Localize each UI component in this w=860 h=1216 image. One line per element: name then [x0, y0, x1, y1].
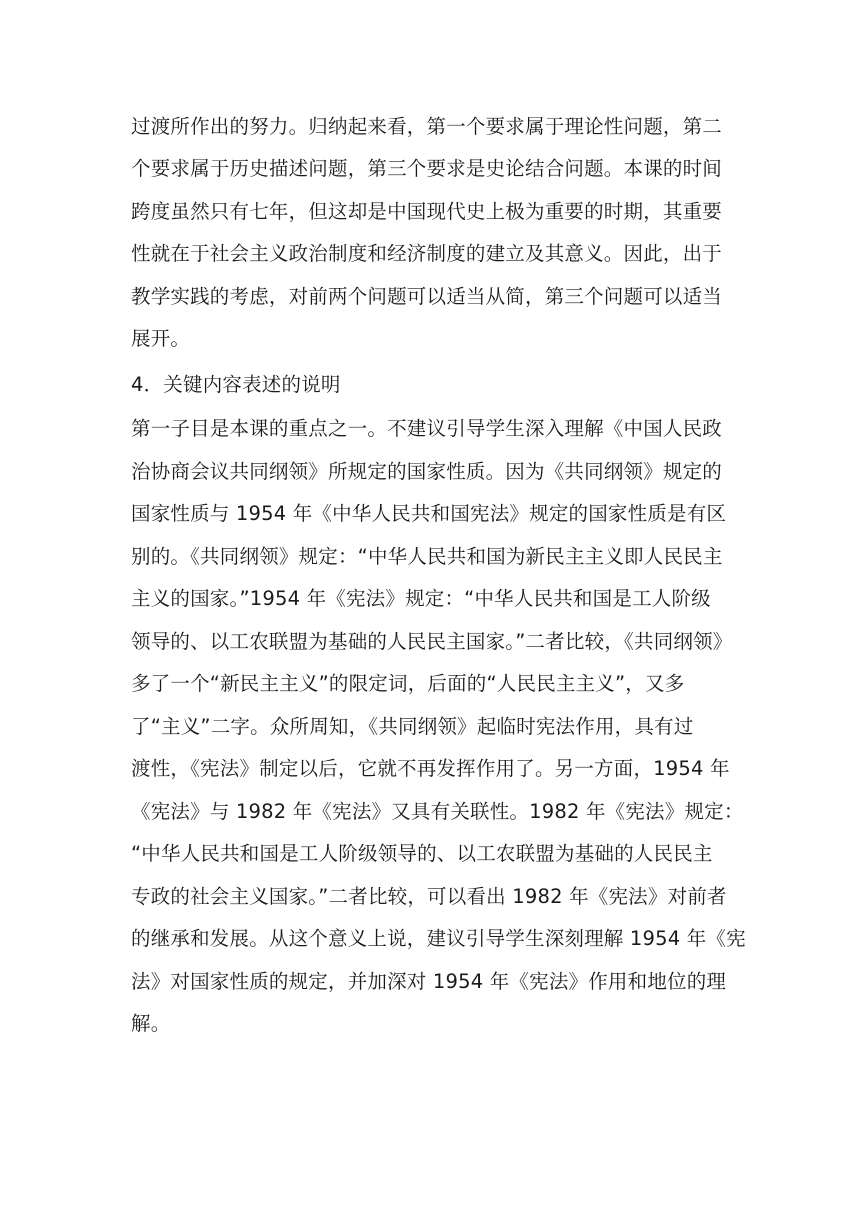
paragraph-1-line-4: 性就在于社会主义政治制度和经济制度的建立及其意义。因此，出于	[131, 242, 723, 265]
paragraph-2-line-13: 的继承和发展。从这个意义上说，建议引导学生深刻理解 1954 年《宪	[131, 927, 746, 950]
paragraph-1-line-1: 过渡所作出的努力。归纳起来看，第一个要求属于理论性问题，第二	[131, 115, 723, 138]
paragraph-2-line-7: 多了一个“新民主主义”的限定词，后面的“人民民主主义”，又多	[131, 672, 685, 695]
paragraph-2-line-15: 解。	[131, 1012, 171, 1035]
paragraph-1-line-2: 个要求属于历史描述问题，第三个要求是史论结合问题。本课的时间	[131, 157, 723, 180]
paragraph-2-line-14: 法》对国家性质的规定，并加深对 1954 年《宪法》作用和地位的理	[131, 970, 727, 993]
paragraph-2-line-5: 主义的国家。”1954 年《宪法》规定：“中华人民共和国是工人阶级	[131, 587, 711, 610]
paragraph-2-line-2: 治协商会议共同纲领》所规定的国家性质。因为《共同纲领》规定的	[131, 460, 723, 483]
paragraph-2-line-8: 了“主义”二字。众所周知，《共同纲领》起临时宪法作用，具有过	[131, 715, 694, 738]
paragraph-2-line-6: 领导的、以工农联盟为基础的人民民主国家。”二者比较，《共同纲领》	[131, 630, 733, 653]
paragraph-1-line-3: 跨度虽然只有七年，但这却是中国现代史上极为重要的时期，其重要	[131, 200, 723, 223]
paragraph-2-line-3: 国家性质与 1954 年《中华人民共和国宪法》规定的国家性质是有区	[131, 502, 727, 525]
section-heading: 4．关键内容表述的说明	[131, 373, 341, 396]
paragraph-2-line-12: 专政的社会主义国家。”二者比较，可以看出 1982 年《宪法》对前者	[131, 885, 727, 908]
paragraph-1-line-6: 展开。	[131, 327, 191, 350]
paragraph-2-line-1: 第一子目是本课的重点之一。不建议引导学生深入理解《中国人民政	[131, 417, 723, 440]
paragraph-1-line-5: 教学实践的考虑，对前两个问题可以适当从简，第三个问题可以适当	[131, 285, 723, 308]
paragraph-2-line-9: 渡性，《宪法》制定以后，它就不再发挥作用了。另一方面，1954 年	[131, 757, 730, 780]
paragraph-2-line-11: “中华人民共和国是工人阶级领导的、以工农联盟为基础的人民民主	[131, 842, 713, 865]
paragraph-2-line-4: 别的。《共同纲领》规定：“中华人民共和国为新民主主义即人民民主	[131, 545, 723, 568]
paragraph-2-line-10: 《宪法》与 1982 年《宪法》又具有关联性。1982 年《宪法》规定：	[131, 800, 744, 823]
